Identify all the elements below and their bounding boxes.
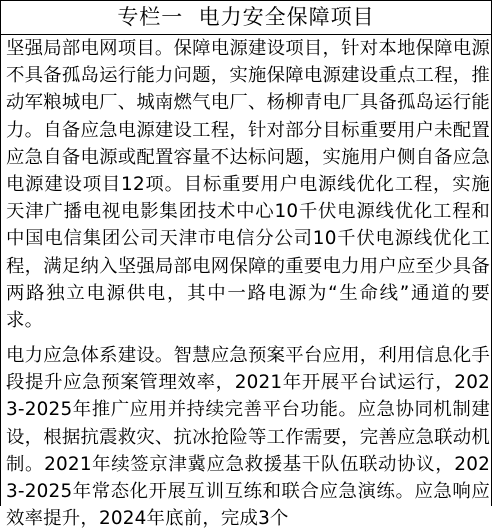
paragraph-power-grid-projects: 坚强局部电网项目。保障电源建设项目，针对本地保障电源不具备孤岛运行能力问题，实施保障电源建设重点工程，推动军粮城电厂、城南燃气电厂、杨柳青电厂具备孤岛运行能力。自备应急电源建设工程，针对部分目标重要用户未配置应急自备电源或配置容量不达标问题，实施用户侧自备应急电源建设项目12项。目标重要用户电源线优化工程，实施天津广播电视电影集团技术中心10千伏电源线优化工程和中国电信集团公司天津市电信分公司10千伏电源线优化工程，满足纳入坚强局部电网保障的重要电力用户应至少具备两路独立电源供电，其中一路电源为“生命线”通道的要求。 bbox=[6, 38, 490, 332]
paragraph-emergency-system: 电力应急体系建设。智慧应急预案平台应用，利用信息化手段提升应急预案管理效率，2021年开展平台试运行，2023-2025年推广应用并持续完善平台功能。应急协同机制建设，根据抗震救灾、抗冰抢险等工作需要，完善应急联动机制。2021年续签京津冀应急救援基干队伍联动协议，2023-2025年常态化开展互训互练和联合应急演练。应急响应效率提升，2024年底前，完成3个 bbox=[6, 345, 490, 530]
column-title: 专栏一 电力安全保障项目 bbox=[1, 1, 491, 35]
